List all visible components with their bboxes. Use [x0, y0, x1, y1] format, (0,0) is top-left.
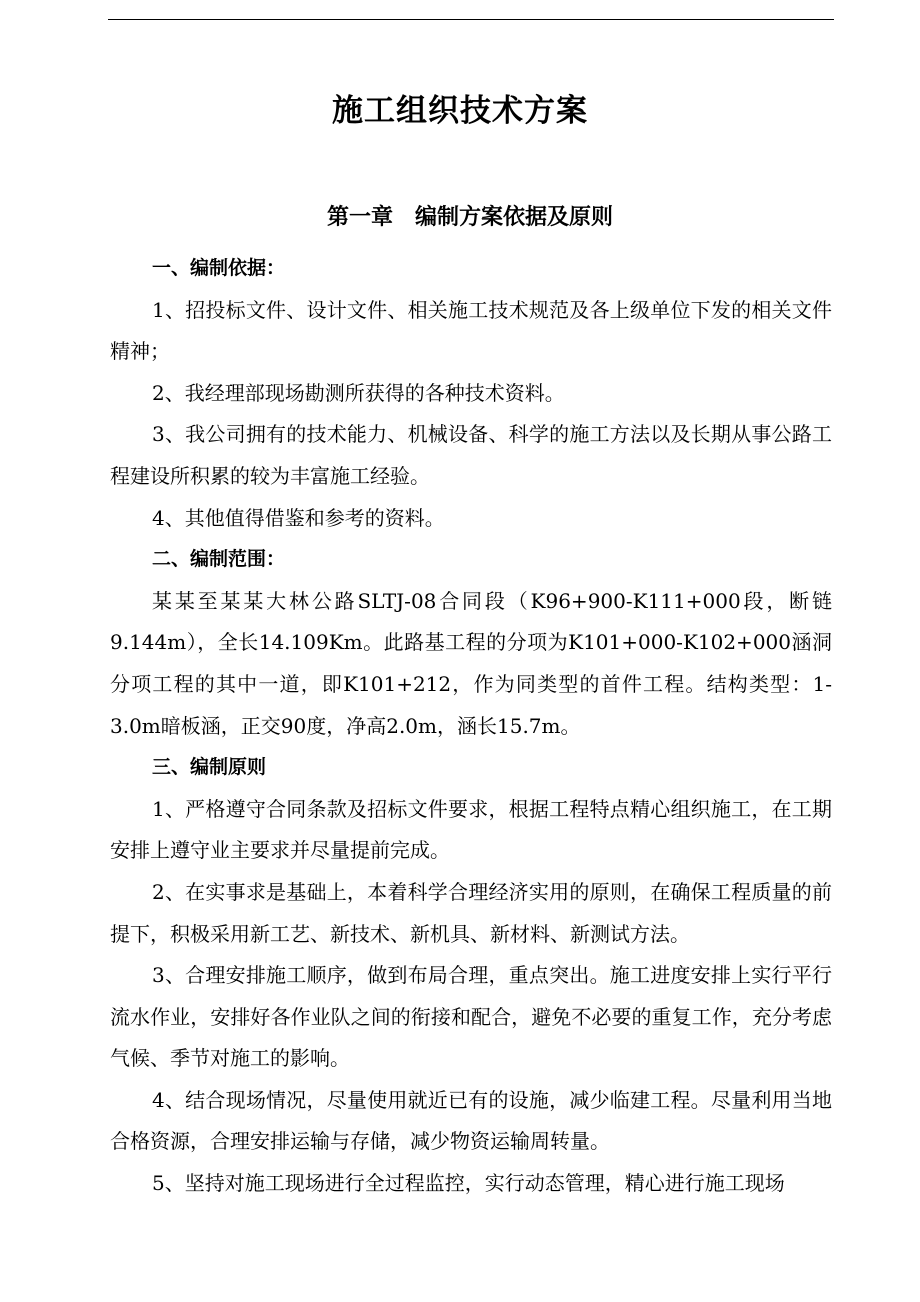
paragraph: 2、我经理部现场勘测所获得的各种技术资料。: [152, 380, 565, 405]
paragraph: 4、其他值得借鉴和参考的资料。: [152, 505, 445, 530]
paragraph: 3、我公司拥有的技术能力、机械设备、科学的施工方法以及长期从事公路工程建设所积累的较为丰富施工经验。: [110, 422, 832, 488]
paragraph: 4、结合现场情况，尽量使用就近已有的设施，减少临建工程。尽量利用当地合格资源，合理安排运输与存储，减少物资运输周转量。: [110, 1087, 832, 1154]
section-heading-principles: 三、编制原则: [152, 756, 267, 779]
document-title: 施工组织技术方案: [332, 93, 588, 129]
paragraph: 某某至某某大林公路SLTJ-08合同段（K96+900-K111+000段，断链9.144m），全长14.109Km。此路基工程的分项为K101+000-K102+000涵洞分项工程的其中一道，即K101+212，作为同类型的首件工程。结构类型：1-3.0m暗板涵，正交90度，净高2.0m，涵长15.7m。: [110, 588, 832, 738]
chapter-title: 第一章 编制方案依据及原则: [326, 205, 613, 230]
document-body: [110, 248, 832, 1205]
paragraph: 1、严格遵守合同条款及招标文件要求，根据工程特点精心组织施工，在工期安排上遵守业主要求并尽量提前完成。: [110, 796, 832, 863]
section-heading-basis: 一、编制依据：: [152, 257, 286, 279]
paragraph: 2、在实事求是基础上，本着科学合理经济实用的原则，在确保工程质量的前提下，积极采用新工艺、新技术、新机具、新材料、新测试方法。: [110, 879, 832, 946]
paragraph: 1、招投标文件、设计文件、相关施工技术规范及各上级单位下发的相关文件精神；: [110, 297, 832, 364]
paragraph: 5、坚持对施工现场进行全过程监控，实行动态管理，精心进行施工现场: [152, 1171, 785, 1196]
section-heading-scope: 二、编制范围：: [152, 548, 286, 571]
paragraph: 3、合理安排施工顺序，做到布局合理，重点突出。施工进度安排上实行平行流水作业，安排好各作业队之间的衔接和配合，避免不必要的重复工作，充分考虑气候、季节对施工的影响。: [110, 963, 832, 1071]
header-rule: [108, 19, 834, 20]
